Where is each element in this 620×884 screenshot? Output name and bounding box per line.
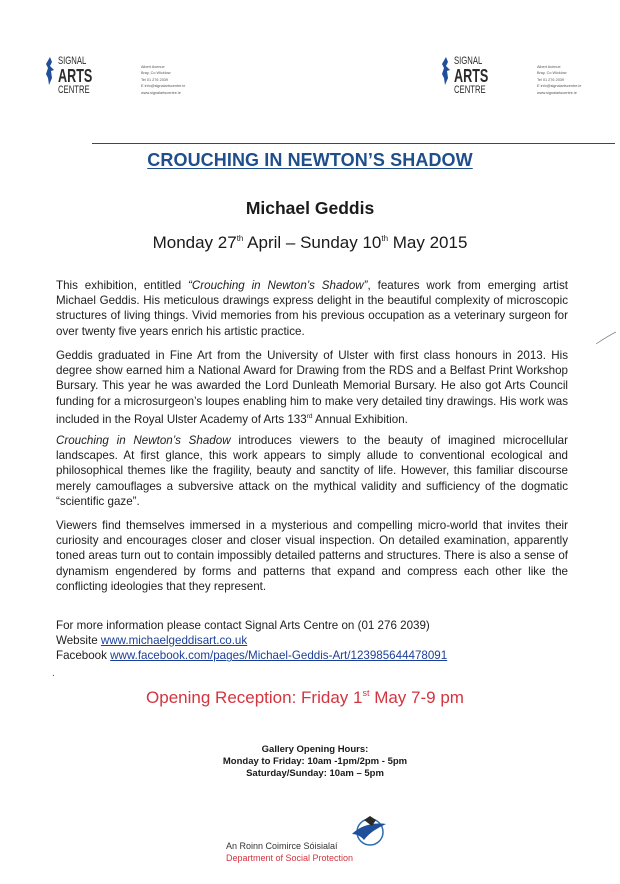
ordinal-suffix: rd bbox=[306, 412, 313, 420]
text-run: Annual Exhibition. bbox=[312, 412, 408, 426]
facebook-line bbox=[56, 648, 447, 663]
logo-address bbox=[537, 64, 597, 96]
date-part: Monday 27 bbox=[152, 233, 237, 252]
website-label: Website bbox=[56, 634, 101, 648]
exhibition-dates bbox=[0, 233, 620, 253]
margin-mark bbox=[596, 330, 616, 346]
logo-line-centre: CENTRE bbox=[58, 84, 90, 96]
stray-dot: . bbox=[52, 668, 55, 679]
department-emblem-icon bbox=[346, 812, 390, 852]
logo-line-signal: SIGNAL bbox=[58, 55, 87, 67]
website-link[interactable]: www.michaelgeddisart.co.uk bbox=[100, 634, 248, 648]
department-name-english: Department of Social Protection bbox=[226, 853, 354, 863]
text-run: This exhibition, entitled bbox=[56, 279, 189, 292]
hours-weekday: Monday to Friday: 10am -1pm/2pm - 5pm bbox=[222, 756, 408, 767]
address-line: Albert Avenue bbox=[537, 65, 561, 69]
facebook-label: Facebook bbox=[56, 649, 111, 663]
opening-text: Opening Reception: Friday 1 bbox=[146, 688, 363, 707]
date-suffix: th bbox=[236, 234, 244, 243]
italic-title: “Crouching in Newton’s Shadow” bbox=[188, 279, 368, 292]
opening-reception bbox=[0, 688, 610, 708]
logo-line-centre: CENTRE bbox=[454, 84, 486, 96]
address-line: www.signalartscentre.ie bbox=[141, 90, 181, 95]
paragraph-themes bbox=[56, 433, 568, 509]
date-part: April – Sunday 10 bbox=[243, 233, 382, 252]
signal-arts-logo-left bbox=[44, 56, 201, 96]
address-line: Albert Avenue bbox=[141, 65, 165, 69]
opening-text: May 7-9 pm bbox=[369, 688, 464, 707]
artist-name: Michael Geddis bbox=[245, 198, 375, 218]
text-run: , features work from emerging artist Michael Geddis. His meticulous drawings express delight in the beautiful complexity of microscopic structures of living things. Vivid memories from his previous occupation as a veterinary surgeon for over twenty five years enrich his artistic practice. bbox=[56, 279, 568, 338]
title-text: CROUCHING IN NEWTON’S SHADOW bbox=[147, 150, 473, 170]
address-line: E info@signalartscentre.ie bbox=[141, 84, 186, 89]
figure-icon bbox=[44, 56, 56, 86]
address-line: Tel 01 276 2039 bbox=[141, 77, 169, 82]
address-line: www.signalartscentre.ie bbox=[537, 90, 577, 95]
contact-block bbox=[56, 618, 447, 664]
figure-icon bbox=[440, 56, 452, 86]
contact-info: For more information please contact Signal Arts Centre on (01 276 2039) bbox=[56, 619, 430, 632]
header-divider bbox=[92, 143, 615, 144]
page-title bbox=[0, 150, 620, 171]
text-run: Geddis graduated in Fine Art from the University of Ulster with first class honours in 2013. His degree show earned him a National Award for Drawing from the RDS and a Belfast Print Workshop Bursary. This year he was awarded the Lord Dunleath Memorial Bursary. He also got Arts Council funding for a microsurgeon’s loupes enabling him to make very detailed tiny drawings. His work was included in the Royal Ulster Academy of Arts 133 bbox=[56, 349, 568, 426]
address-line: Tel 01 276 2039 bbox=[537, 77, 565, 82]
gallery-hours bbox=[0, 744, 620, 780]
address-line: Bray, Co Wicklow bbox=[141, 71, 171, 76]
paragraph-background bbox=[56, 348, 568, 427]
signal-arts-logo-right bbox=[440, 56, 597, 96]
department-logo bbox=[226, 812, 386, 863]
date-part: May 2015 bbox=[388, 233, 468, 252]
logo-address bbox=[141, 64, 201, 96]
logo-line-arts: ARTS bbox=[454, 66, 489, 86]
facebook-link[interactable]: www.facebook.com/pages/Michael-Geddis-Art/123985644478091 bbox=[110, 649, 448, 663]
paragraph-intro bbox=[56, 278, 568, 339]
hours-weekend: Saturday/Sunday: 10am – 5pm bbox=[246, 768, 384, 779]
hours-heading: Gallery Opening Hours: bbox=[261, 744, 369, 755]
date-suffix: th bbox=[381, 234, 389, 243]
italic-title: Crouching in Newton’s Shadow bbox=[56, 434, 231, 447]
text-run: introduces viewers to the beauty of imagined microcellular landscapes. At first glance, this work appears to simply allude to conventional ecological and philosophical themes like the fragility, beauty and sanctity of life. However, this familiar discourse merely camouflages a subversive attack on the mythical validity and sufficiency of the dogmatic “scientific gaze”. bbox=[56, 434, 568, 508]
paragraph-viewers: Viewers find themselves immersed in a mysterious and compelling micro-world that invites their curiosity and encourages closer and closer visual inspection. On detailed examination, apparently toned areas turn out to contain impossibly detailed patterns and structures. There is also a sense of dynamism engendered by forms and patterns that expand and compress each other like the conflicting ideologies that they represent. bbox=[56, 519, 568, 593]
department-name-irish: An Roinn Coimirce Sóisialaí bbox=[226, 841, 338, 851]
logo-line-signal: SIGNAL bbox=[454, 55, 483, 67]
ordinal-suffix: st bbox=[362, 688, 370, 698]
address-line: Bray, Co Wicklow bbox=[537, 71, 567, 76]
address-line: E info@signalartscentre.ie bbox=[537, 84, 582, 89]
logo-line-arts: ARTS bbox=[58, 66, 93, 86]
website-line bbox=[56, 633, 447, 648]
